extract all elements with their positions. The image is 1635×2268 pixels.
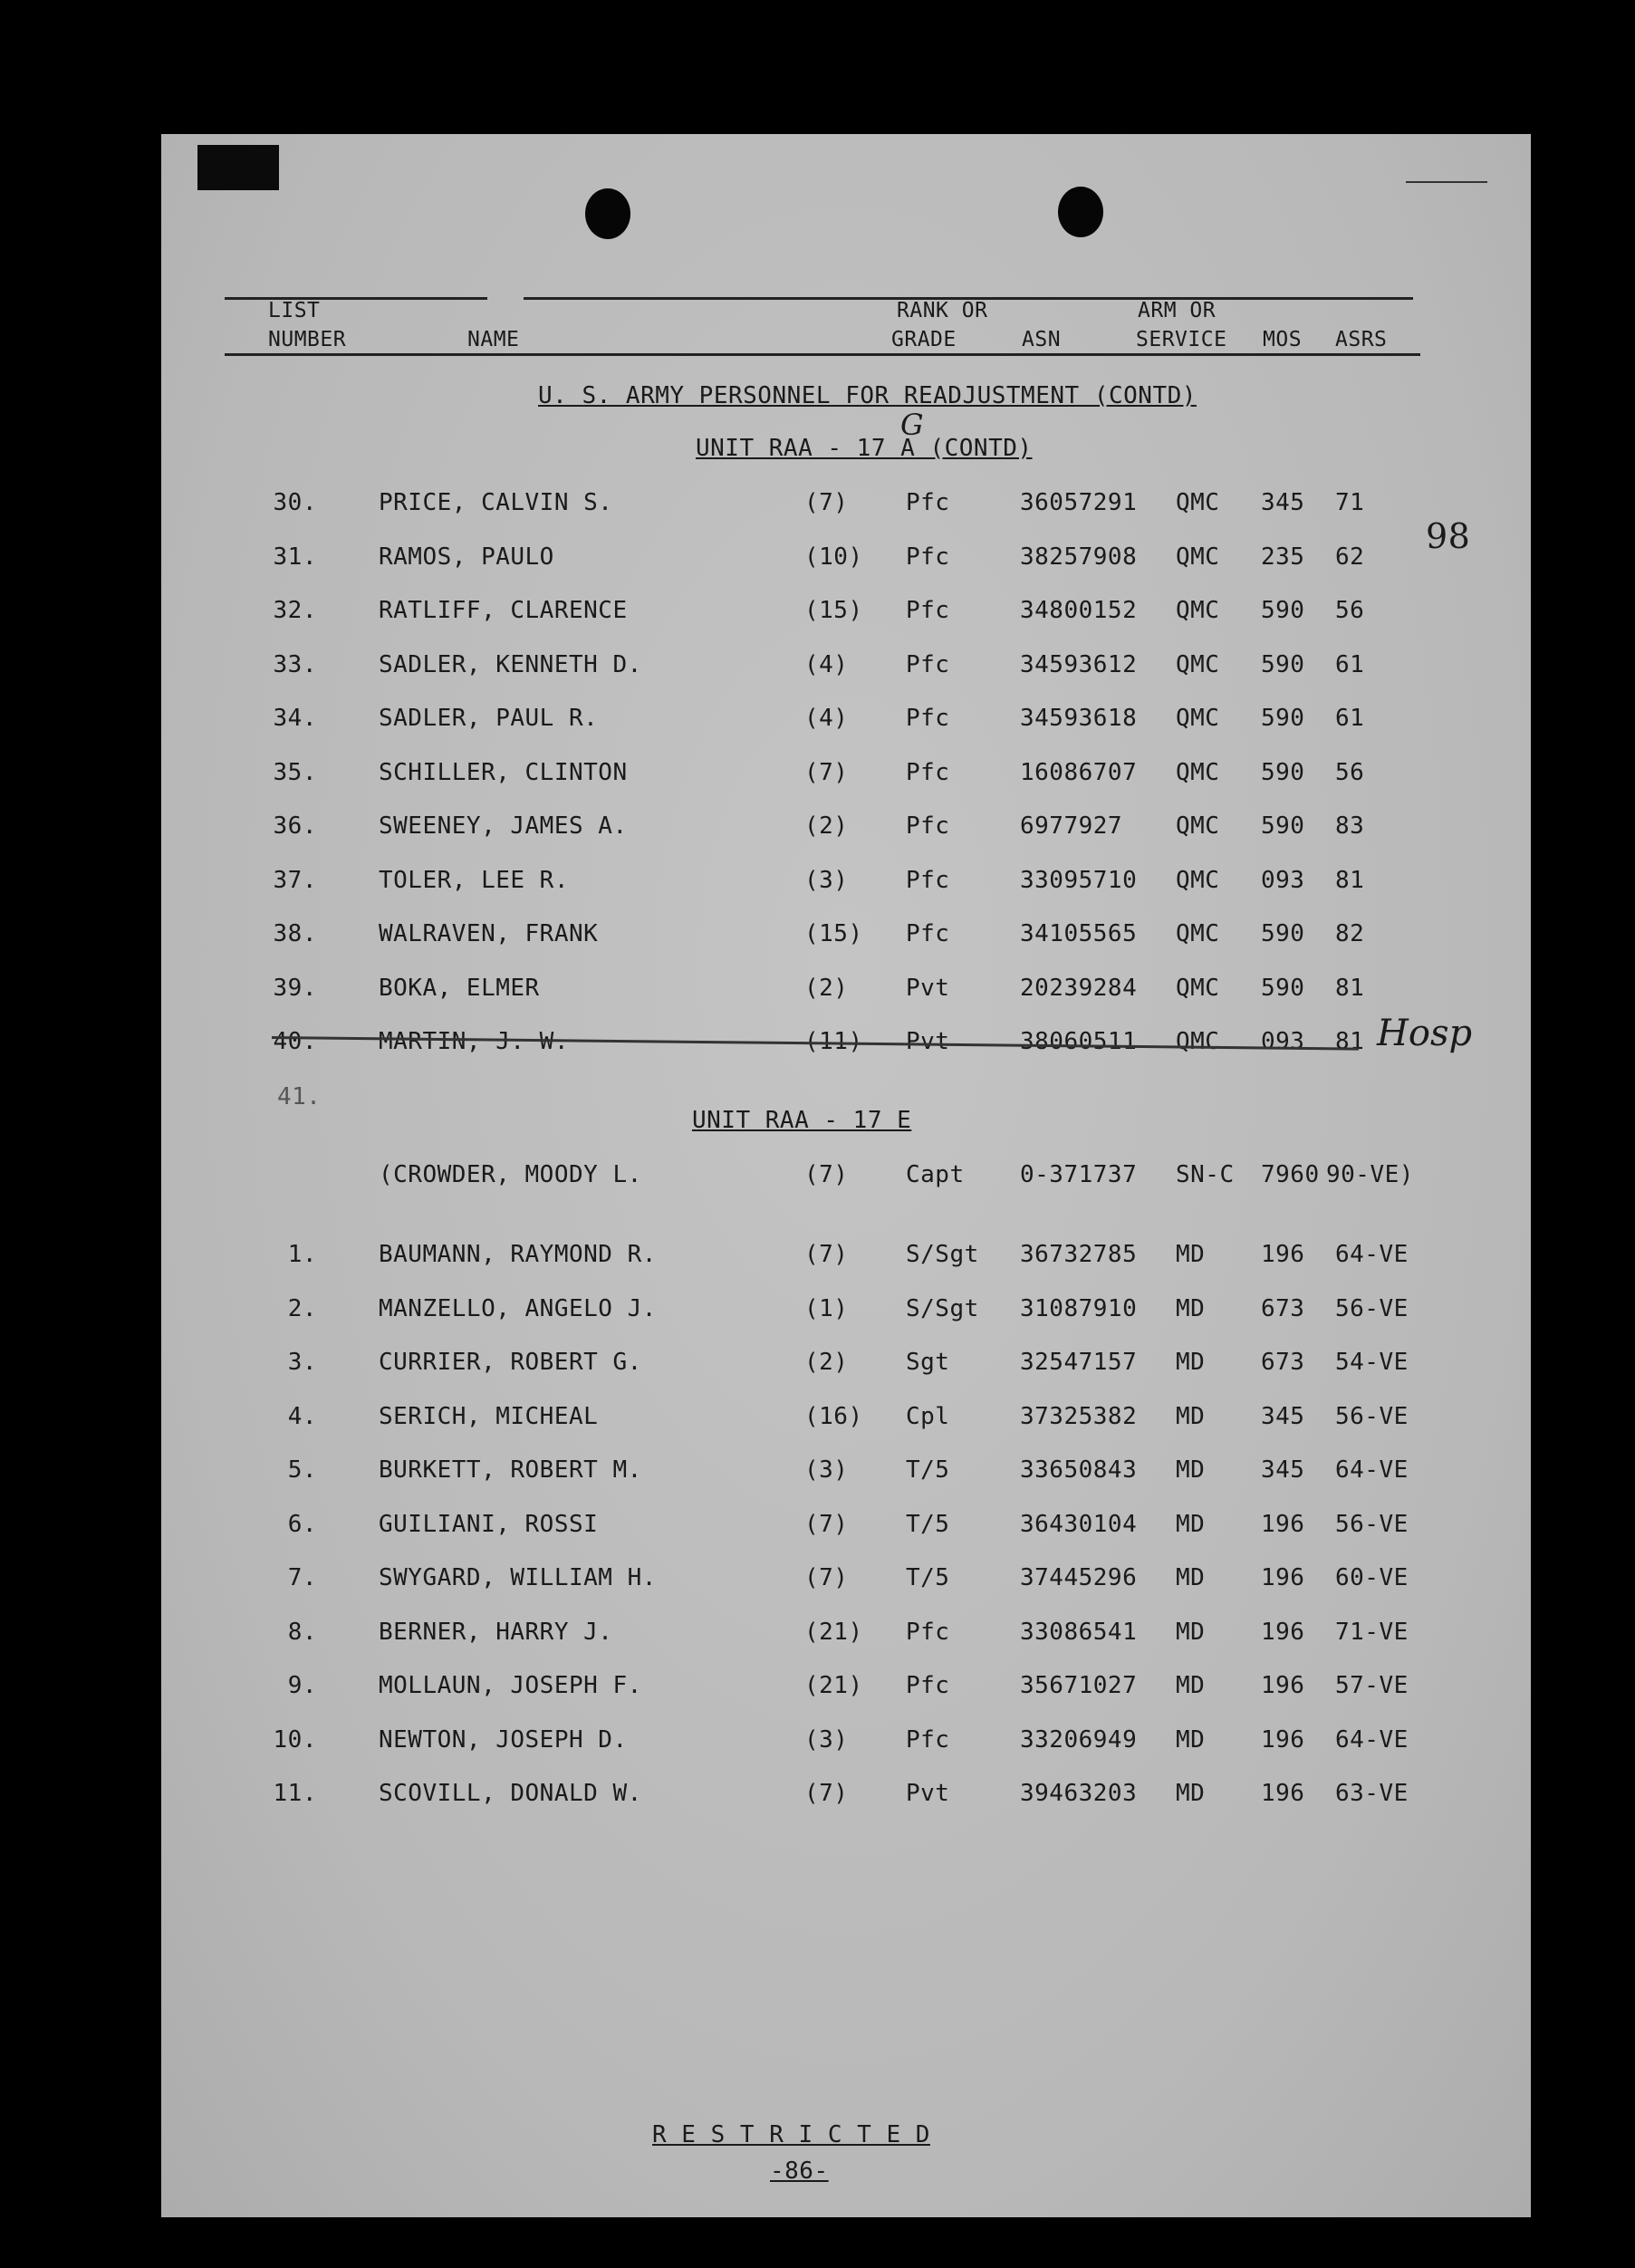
pen-mark: [1406, 181, 1487, 183]
asn-cell: 33095710: [1020, 866, 1138, 894]
grade-number-cell: (7): [804, 1780, 849, 1807]
rank-cell: Pfc: [906, 705, 950, 732]
name-cell: SERICH, MICHEAL: [379, 1402, 599, 1430]
mos-cell: 196: [1261, 1510, 1305, 1538]
list-number-cell: 40.: [273, 1028, 317, 1055]
asrs-cell: 63-VE: [1335, 1780, 1409, 1807]
personnel-row: [0, 1672, 1635, 1708]
asrs-cell: 61: [1335, 650, 1365, 678]
personnel-row: [0, 705, 1635, 741]
asn-cell: 34105565: [1020, 920, 1138, 947]
header-rule-top: [225, 297, 487, 300]
list-number-cell: 1.: [287, 1241, 317, 1268]
arm-cell: QMC: [1176, 1028, 1220, 1055]
header-rule-bottom: [225, 353, 1420, 356]
asn-cell: 6977927: [1020, 812, 1123, 840]
personnel-row: [0, 1349, 1635, 1385]
personnel-row: [0, 1403, 1635, 1439]
grade-number-cell: (7): [804, 1161, 849, 1188]
asrs-cell: 71: [1335, 489, 1365, 516]
personnel-row: [0, 1511, 1635, 1547]
header-rank-line2: GRADE: [891, 328, 957, 351]
name-cell: TOLER, LEE R.: [379, 866, 569, 894]
rank-cell: S/Sgt: [906, 1294, 979, 1322]
mos-cell: 590: [1261, 920, 1305, 947]
mos-cell: 345: [1261, 489, 1305, 516]
list-number-cell: 36.: [273, 812, 317, 840]
grade-number-cell: (3): [804, 1725, 849, 1754]
unit-heading: UNIT RAA - 17 E: [692, 1107, 912, 1134]
arm-cell: QMC: [1176, 650, 1220, 678]
mos-cell: 590: [1261, 974, 1305, 1002]
asrs-cell: 71-VE: [1335, 1618, 1409, 1646]
asrs-cell: 64-VE: [1335, 1241, 1409, 1268]
personnel-row: [0, 920, 1635, 956]
list-number: 41.: [277, 1083, 322, 1110]
asrs-cell: 56-VE: [1335, 1402, 1409, 1430]
arm-cell: QMC: [1176, 489, 1220, 516]
grade-number-cell: (21): [804, 1672, 863, 1699]
header-arm-line2: SERVICE: [1136, 328, 1227, 351]
mos-cell: 093: [1261, 1028, 1305, 1055]
grade-number-cell: (4): [804, 705, 849, 732]
rank-cell: Pfc: [906, 758, 950, 786]
rank-cell: Pfc: [906, 812, 950, 840]
name-cell: (CROWDER, MOODY L.: [379, 1161, 642, 1188]
handwritten-page-number: 98: [1426, 516, 1471, 556]
arm-cell: MD: [1176, 1241, 1206, 1268]
grade-number-cell: (2): [804, 1349, 849, 1376]
list-number-cell: 39.: [273, 974, 317, 1002]
rank-cell: T/5: [906, 1510, 950, 1538]
rank-cell: Pfc: [906, 543, 950, 571]
mos-cell: 196: [1261, 1725, 1305, 1754]
personnel-row: [0, 1564, 1635, 1600]
grade-number-cell: (1): [804, 1294, 849, 1322]
personnel-row: [0, 597, 1635, 633]
list-number-cell: 7.: [287, 1564, 317, 1591]
mos-cell: 590: [1261, 597, 1305, 624]
handwritten-note: Hosp: [1377, 1013, 1473, 1054]
arm-cell: QMC: [1176, 758, 1220, 786]
list-number-cell: 31.: [273, 543, 317, 571]
asn-cell: 37445296: [1020, 1564, 1138, 1591]
list-number-cell: 34.: [273, 705, 317, 732]
mos-cell: 235: [1261, 543, 1305, 571]
asn-cell: 36057291: [1020, 489, 1138, 516]
arm-cell: QMC: [1176, 705, 1220, 732]
asn-cell: 20239284: [1020, 974, 1138, 1002]
asn-cell: 16086707: [1020, 758, 1138, 786]
name-cell: BERNER, HARRY J.: [379, 1618, 613, 1646]
asn-cell: 36732785: [1020, 1241, 1138, 1268]
grade-number-cell: (7): [804, 758, 849, 786]
asrs-cell: 64-VE: [1335, 1725, 1409, 1754]
arm-cell: QMC: [1176, 543, 1220, 571]
arm-cell: QMC: [1176, 597, 1220, 624]
rank-cell: Pfc: [906, 1725, 950, 1754]
arm-cell: MD: [1176, 1510, 1206, 1538]
name-cell: SCOVILL, DONALD W.: [379, 1780, 642, 1807]
arm-cell: MD: [1176, 1349, 1206, 1376]
mos-cell: 590: [1261, 705, 1305, 732]
personnel-row: [0, 543, 1635, 580]
mos-cell: 673: [1261, 1349, 1305, 1376]
arm-cell: MD: [1176, 1402, 1206, 1430]
asn-cell: 39463203: [1020, 1780, 1138, 1807]
asn-cell: 34593612: [1020, 650, 1138, 678]
rank-cell: Sgt: [906, 1349, 950, 1376]
list-number-cell: 11.: [273, 1780, 317, 1807]
asrs-cell: 81: [1335, 974, 1365, 1002]
asrs-cell: 56-VE: [1335, 1510, 1409, 1538]
header-mos: MOS: [1263, 328, 1303, 351]
mos-cell: 590: [1261, 812, 1305, 840]
asrs-cell: 56: [1335, 758, 1365, 786]
header-rank-line1: RANK OR: [897, 299, 988, 322]
arm-cell: MD: [1176, 1780, 1206, 1807]
mos-cell: 590: [1261, 650, 1305, 678]
list-number-cell: 2.: [287, 1294, 317, 1322]
list-number-cell: 6.: [287, 1510, 317, 1538]
list-number-cell: 38.: [273, 920, 317, 947]
arm-cell: MD: [1176, 1618, 1206, 1646]
personnel-row: [0, 489, 1635, 525]
list-number-cell: 3.: [287, 1349, 317, 1376]
arm-cell: QMC: [1176, 920, 1220, 947]
personnel-row: [0, 1780, 1635, 1816]
asn-cell: 33650843: [1020, 1456, 1138, 1484]
name-cell: SWYGARD, WILLIAM H.: [379, 1564, 657, 1591]
asn-cell: 37325382: [1020, 1402, 1138, 1430]
asrs-cell: 54-VE: [1335, 1349, 1409, 1376]
asrs-cell: 83: [1335, 812, 1365, 840]
name-cell: MARTIN, J. W.: [379, 1028, 569, 1055]
asrs-cell: 64-VE: [1335, 1456, 1409, 1484]
asn-cell: 36430104: [1020, 1510, 1138, 1538]
mos-cell: 7960: [1261, 1161, 1320, 1188]
arm-cell: QMC: [1176, 974, 1220, 1002]
personnel-row: [0, 1456, 1635, 1493]
mos-cell: 345: [1261, 1456, 1305, 1484]
personnel-row: [0, 1295, 1635, 1331]
grade-number-cell: (15): [804, 920, 863, 947]
name-cell: WALRAVEN, FRANK: [379, 920, 599, 947]
grade-number-cell: (21): [804, 1618, 863, 1646]
mos-cell: 093: [1261, 866, 1305, 894]
arm-cell: QMC: [1176, 866, 1220, 894]
header-arm-line1: ARM OR: [1138, 299, 1217, 322]
name-cell: MOLLAUN, JOSEPH F.: [379, 1672, 642, 1699]
list-number-cell: 33.: [273, 650, 317, 678]
rank-cell: S/Sgt: [906, 1241, 979, 1268]
name-cell: NEWTON, JOSEPH D.: [379, 1725, 628, 1754]
list-number-cell: 5.: [287, 1456, 317, 1484]
name-cell: SWEENEY, JAMES A.: [379, 812, 628, 840]
personnel-row: [0, 759, 1635, 795]
name-cell: SADLER, KENNETH D.: [379, 650, 642, 678]
scan-edge-mark: [197, 145, 279, 190]
asrs-cell: 81: [1335, 866, 1365, 894]
asn-cell: 34800152: [1020, 597, 1138, 624]
page-number: -86-: [770, 2157, 829, 2185]
rank-cell: Pfc: [906, 920, 950, 947]
mos-cell: 196: [1261, 1672, 1305, 1699]
name-cell: RAMOS, PAULO: [379, 543, 554, 571]
asn-cell: 33206949: [1020, 1725, 1138, 1754]
header-asrs: ASRS: [1335, 328, 1388, 351]
header-asn: ASN: [1022, 328, 1062, 351]
officer-row: [0, 1161, 1635, 1197]
asrs-cell: 61: [1335, 705, 1365, 732]
mos-cell: 590: [1261, 758, 1305, 786]
asrs-cell: 56-VE: [1335, 1294, 1409, 1322]
personnel-row: [0, 1619, 1635, 1655]
header-list-number-line2: NUMBER: [268, 328, 347, 351]
personnel-row: [0, 867, 1635, 903]
grade-number-cell: (7): [804, 489, 849, 516]
personnel-row: [0, 975, 1635, 1011]
list-number-cell: 37.: [273, 866, 317, 894]
personnel-row: [0, 1726, 1635, 1763]
grade-number-cell: (10): [804, 543, 863, 571]
arm-cell: MD: [1176, 1456, 1206, 1484]
arm-cell: SN-C: [1176, 1161, 1235, 1188]
name-cell: CURRIER, ROBERT G.: [379, 1349, 642, 1376]
name-cell: GUILIANI, ROSSI: [379, 1510, 599, 1538]
asn-cell: 38060511: [1020, 1028, 1138, 1055]
grade-number-cell: (11): [804, 1028, 863, 1055]
document-title: U. S. ARMY PERSONNEL FOR READJUSTMENT (CONTD): [538, 382, 1197, 409]
asrs-cell: 56: [1335, 597, 1365, 624]
asn-cell: 35671027: [1020, 1672, 1138, 1699]
rank-cell: Pfc: [906, 597, 950, 624]
name-cell: PRICE, CALVIN S.: [379, 489, 613, 516]
header-name: NAME: [467, 328, 520, 351]
mos-cell: 673: [1261, 1294, 1305, 1322]
asn-cell: 31087910: [1020, 1294, 1138, 1322]
classification-marking: R E S T R I C T E D: [652, 2121, 930, 2148]
grade-number-cell: (4): [804, 650, 849, 678]
asrs-cell: 62: [1335, 543, 1365, 571]
rank-cell: Pfc: [906, 489, 950, 516]
personnel-row: [0, 1241, 1635, 1277]
grade-number-cell: (2): [804, 974, 849, 1002]
arm-cell: MD: [1176, 1564, 1206, 1591]
grade-number-cell: (15): [804, 597, 863, 624]
rank-cell: Pvt: [906, 1028, 950, 1055]
arm-cell: MD: [1176, 1294, 1206, 1322]
asrs-cell: 57-VE: [1335, 1672, 1409, 1699]
name-cell: BURKETT, ROBERT M.: [379, 1456, 642, 1484]
rank-cell: Pfc: [906, 650, 950, 678]
rank-cell: Pvt: [906, 974, 950, 1002]
name-cell: BAUMANN, RAYMOND R.: [379, 1241, 657, 1268]
grade-number-cell: (7): [804, 1241, 849, 1268]
grade-number-cell: (3): [804, 866, 849, 894]
rank-cell: Pfc: [906, 866, 950, 894]
mos-cell: 196: [1261, 1780, 1305, 1807]
name-cell: SCHILLER, CLINTON: [379, 758, 628, 786]
asrs-cell: 82: [1335, 920, 1365, 947]
list-number-cell: 4.: [287, 1402, 317, 1430]
asn-cell: 32547157: [1020, 1349, 1138, 1376]
name-cell: MANZELLO, ANGELO J.: [379, 1294, 657, 1322]
grade-number-cell: (3): [804, 1456, 849, 1484]
rank-cell: T/5: [906, 1456, 950, 1484]
asn-cell: 38257908: [1020, 543, 1138, 571]
mos-cell: 196: [1261, 1241, 1305, 1268]
asn-cell: 33086541: [1020, 1618, 1138, 1646]
arm-cell: MD: [1176, 1725, 1206, 1754]
asrs-cell: 81: [1335, 1028, 1365, 1055]
asn-cell: 34593618: [1020, 705, 1138, 732]
arm-cell: QMC: [1176, 812, 1220, 840]
mos-cell: 196: [1261, 1564, 1305, 1591]
header-list-number-line1: LIST: [268, 299, 321, 322]
list-number-cell: 32.: [273, 597, 317, 624]
grade-number-cell: (16): [804, 1402, 863, 1430]
asrs-cell: 90-VE): [1326, 1161, 1414, 1188]
handwritten-correction: G: [900, 408, 924, 442]
list-number-cell: 8.: [287, 1618, 317, 1646]
grade-number-cell: (7): [804, 1510, 849, 1538]
rank-cell: Pfc: [906, 1618, 950, 1646]
list-number-cell: 35.: [273, 758, 317, 786]
personnel-row: [0, 812, 1635, 849]
grade-number-cell: (2): [804, 812, 849, 840]
name-cell: BOKA, ELMER: [379, 974, 540, 1002]
rank-cell: Cpl: [906, 1402, 950, 1430]
list-number-cell: 10.: [273, 1725, 317, 1754]
name-cell: SADLER, PAUL R.: [379, 705, 599, 732]
rank-cell: Pvt: [906, 1780, 950, 1807]
asn-cell: 0-371737: [1020, 1161, 1138, 1188]
mos-cell: 196: [1261, 1618, 1305, 1646]
rank-cell: Capt: [906, 1161, 965, 1188]
punch-hole: [1058, 187, 1103, 237]
personnel-row: [0, 651, 1635, 687]
arm-cell: MD: [1176, 1672, 1206, 1699]
rank-cell: T/5: [906, 1564, 950, 1591]
mos-cell: 345: [1261, 1402, 1305, 1430]
list-number-cell: 9.: [287, 1672, 317, 1699]
asrs-cell: 60-VE: [1335, 1564, 1409, 1591]
unit-heading: UNIT RAA - 17 A (CONTD): [696, 435, 1033, 462]
grade-number-cell: (7): [804, 1564, 849, 1591]
name-cell: RATLIFF, CLARENCE: [379, 597, 628, 624]
rank-cell: Pfc: [906, 1672, 950, 1699]
list-number-cell: 30.: [273, 489, 317, 516]
punch-hole: [585, 188, 630, 239]
